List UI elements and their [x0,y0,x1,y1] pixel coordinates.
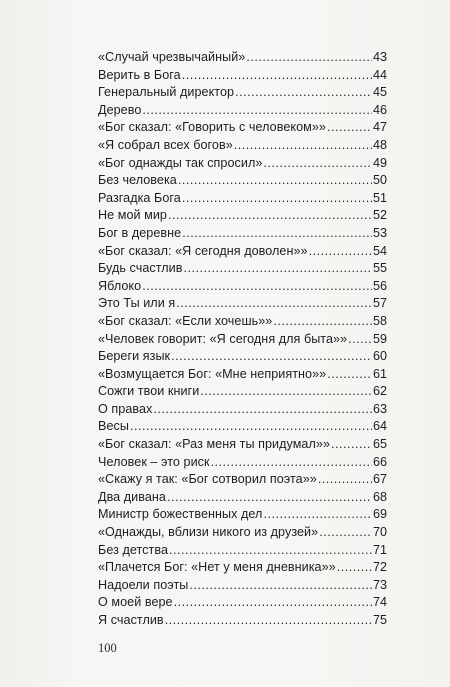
toc-entry-title: «Возмущается Бог: «Мне неприятно»» [98,366,327,381]
toc-entry [98,454,387,472]
toc-entry-page: 72 [372,560,387,575]
dot-leader [171,348,372,366]
toc-entry-page: 51 [372,190,387,205]
dot-leader [184,260,372,278]
toc-entry-title: Сожги твои книги [98,384,200,399]
toc-entry-page: 64 [372,419,387,434]
toc-entry-page: 59 [372,331,387,346]
toc-entry [98,331,387,349]
toc-entry-page: 46 [372,102,387,117]
toc-entry-page: 71 [372,542,387,557]
toc-entry [98,207,387,225]
toc-entry [98,401,387,419]
toc-entry-title: Береги язык [98,349,171,364]
dot-leader [309,243,372,261]
toc-entry [98,225,387,243]
toc-entry-title: «Бог сказал: «Если хочешь»» [98,313,273,328]
toc-entry [98,612,387,630]
toc-entry [98,313,387,331]
dot-leader [235,84,372,102]
dot-leader [337,559,372,577]
toc-entry-title: Яблоко [98,278,142,293]
dot-leader [178,172,372,190]
toc-entry-page: 55 [372,261,387,276]
toc-entry-page: 65 [372,437,387,452]
toc-entry-page: 61 [372,366,387,381]
toc-entry-title: Министр божественных дел [98,507,263,522]
toc-entry-title: Это Ты или я [98,296,176,311]
toc-entry-page: 69 [372,507,387,522]
toc-entry-page: 43 [372,50,387,64]
toc-entry-page: 57 [372,296,387,311]
toc-entry-page: 75 [372,613,387,627]
toc-entry-title: Весы [98,419,129,434]
toc-entry-title: Без человека [98,173,177,188]
toc-entry-title: «Человек говорит: «Я сегодня для быта»» [98,331,348,346]
toc-entry-page: 49 [372,155,387,170]
dot-leader [169,542,372,560]
dot-leader [142,102,372,120]
toc-entry [98,137,387,155]
toc-entry-title: «Однажды, вблизи никого из друзей» [98,525,319,540]
toc-entry-title: Два дивана [98,489,166,504]
dot-leader [142,278,372,296]
toc-entry-page: 44 [372,67,387,82]
toc-entry [98,348,387,366]
dot-leader [167,489,372,507]
toc-entry [98,524,387,542]
dot-leader [318,471,372,489]
toc-entry-title: О правах [98,401,153,416]
toc-entry [98,67,387,85]
toc-entry-title: Генеральный директор [98,85,235,100]
toc-entry-title: «Скажу я так: «Бог сотворил поэта»» [98,472,317,487]
toc-entry-title: Верить в Бога [98,67,181,82]
toc-entry-page: 70 [372,525,387,540]
toc-entry-title: Без детства [98,542,168,557]
toc-entry-page: 74 [372,595,387,610]
dot-leader [130,418,372,436]
toc-entry-page: 67 [372,472,387,487]
toc-entry [98,102,387,120]
dot-leader [165,612,372,630]
toc-entry-page: 62 [372,384,387,399]
toc-entry [98,436,387,454]
toc-entry-page: 45 [372,85,387,100]
toc-entry-title: «Бог сказал: «Я сегодня доволен»» [98,243,308,258]
dot-leader [327,366,372,384]
dot-leader [200,383,372,401]
dot-leader [331,436,372,454]
dot-leader [234,137,372,155]
toc-entry-page: 56 [372,278,387,293]
table-of-contents [98,49,387,630]
toc-entry [98,383,387,401]
toc-entry [98,49,387,67]
toc-entry-page: 60 [372,349,387,364]
toc-entry-page: 48 [372,137,387,152]
dot-leader [327,119,372,137]
toc-entry-page: 47 [372,120,387,135]
toc-entry-title: «Плачется Бог: «Нет у меня дневника»» [98,560,336,575]
toc-entry-page: 53 [372,225,387,240]
toc-entry-title: Человек – это риск [98,454,210,469]
dot-leader [182,225,372,243]
dot-leader [263,506,372,524]
dot-leader [263,155,372,173]
toc-entry [98,366,387,384]
toc-entry [98,155,387,173]
toc-entry [98,506,387,524]
toc-entry-page: 58 [372,313,387,328]
toc-entry [98,260,387,278]
toc-entry-title: Будь счастлив [98,261,183,276]
toc-entry-page: 54 [372,243,387,258]
dot-leader [211,454,372,472]
toc-entry-title: «Случай чрезвычайный» [98,50,246,64]
dot-leader [168,207,372,225]
toc-entry-page: 73 [372,577,387,592]
dot-leader [189,577,372,595]
dot-leader [348,331,372,349]
toc-entry [98,577,387,595]
dot-leader [246,49,372,67]
toc-entry-title: Разгадка Бога [98,190,181,205]
dot-leader [319,524,372,542]
dot-leader [176,295,372,313]
toc-entry-title: Бог в деревне [98,225,182,240]
dot-leader [174,594,372,612]
toc-entry [98,278,387,296]
toc-entry [98,418,387,436]
toc-entry [98,594,387,612]
toc-entry-page: 52 [372,208,387,223]
toc-entry-page: 66 [372,454,387,469]
toc-entry [98,559,387,577]
toc-entry-title: «Бог однажды так спросил» [98,155,263,170]
dot-leader [153,401,372,419]
toc-entry-page: 68 [372,489,387,504]
toc-entry-title: Надоели поэты [98,577,189,592]
toc-entry [98,489,387,507]
dot-leader [182,67,372,85]
toc-entry [98,84,387,102]
toc-entry [98,119,387,137]
toc-entry [98,243,387,261]
toc-entry [98,542,387,560]
toc-entry-title: «Я собрал всех богов» [98,137,233,152]
toc-entry-page: 63 [372,401,387,416]
toc-entry-title: Я счастлив [98,613,164,627]
toc-entry [98,471,387,489]
toc-entry-title: Дерево [98,102,142,117]
toc-entry-title: «Бог сказал: «Говорить с человеком»» [98,120,326,135]
page-number: 100 [98,641,117,655]
toc-entry [98,295,387,313]
dot-leader [182,190,372,208]
dot-leader [273,313,372,331]
toc-entry-title: Не мой мир [98,208,167,223]
toc-entry [98,172,387,190]
toc-entry-title: «Бог сказал: «Раз меня ты придумал»» [98,437,330,452]
toc-entry-page: 50 [372,173,387,188]
toc-entry [98,190,387,208]
toc-entry-title: О моей вере [98,595,173,610]
